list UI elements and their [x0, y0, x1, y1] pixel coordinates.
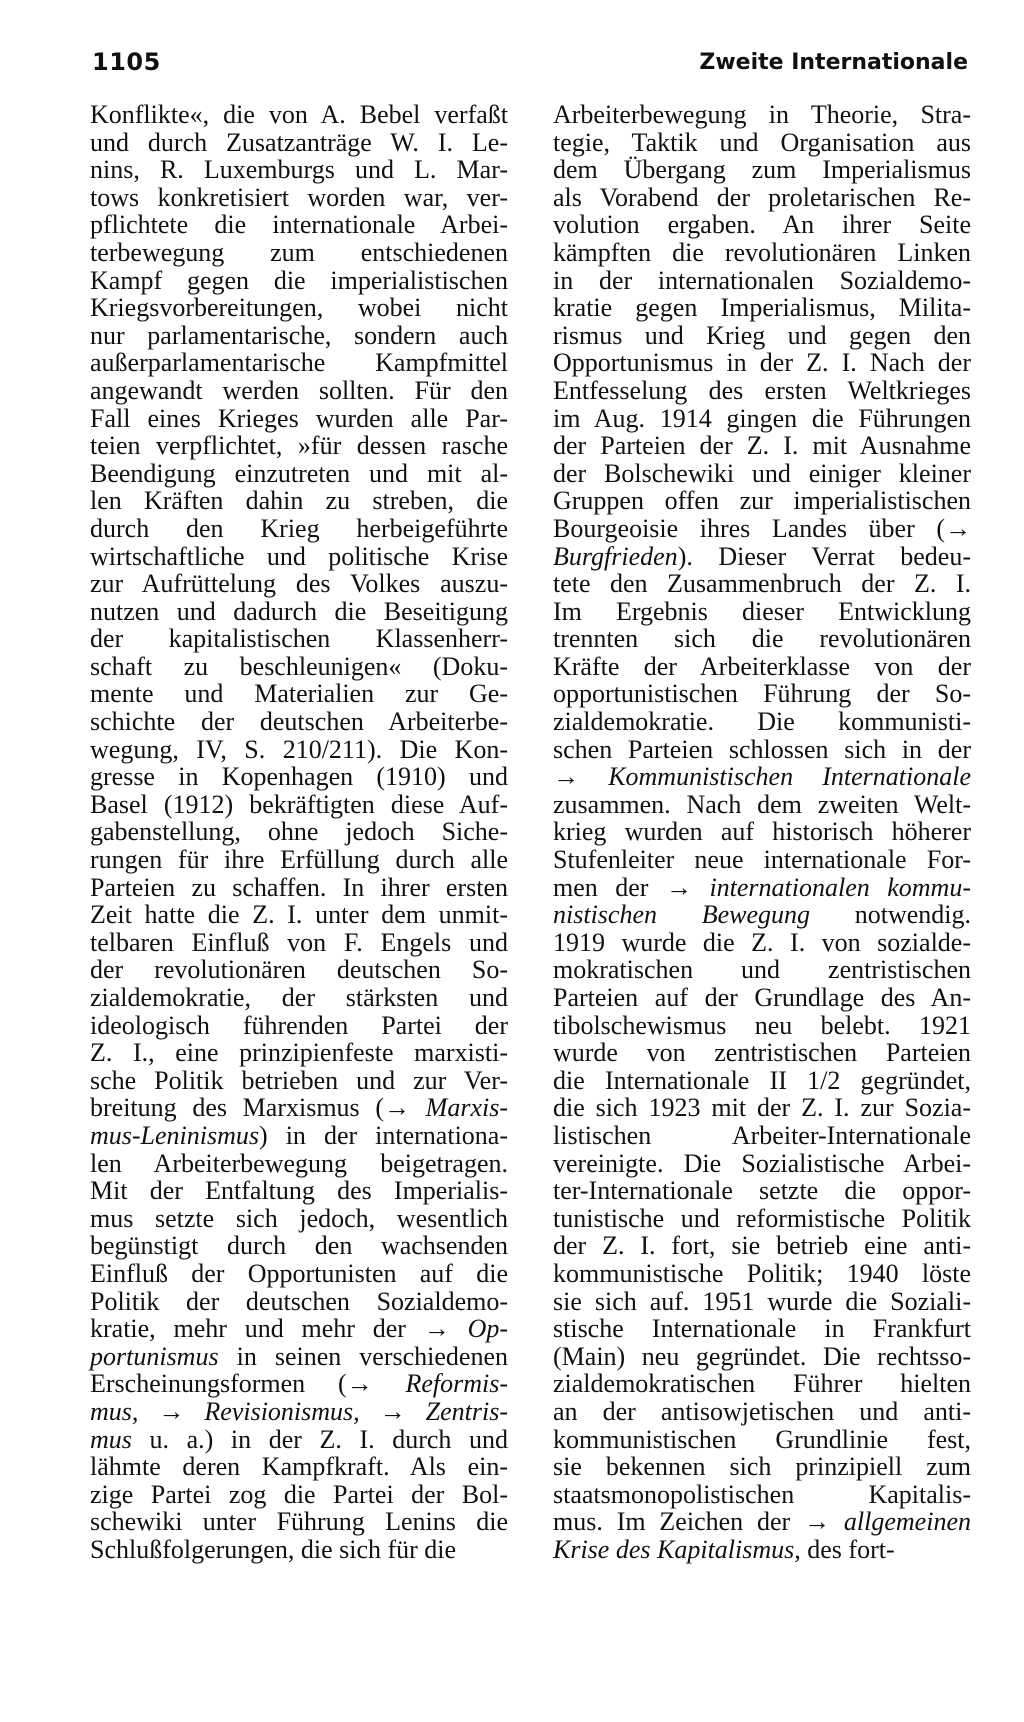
text-line: Basel (1912) bekräftigten diese Auf-: [90, 789, 508, 819]
text-line: Parteien auf der Grundlage des An-: [553, 983, 971, 1012]
text-line: len Kräften dahin zu streben, die: [90, 486, 508, 516]
text-line: Burgfrieden). Dieser Verrat bedeu-: [553, 541, 971, 571]
text-line: nins, R. Luxemburgs und L. Mar-: [90, 155, 508, 185]
text-line: Kriegsvorbereitungen, wobei nicht: [90, 293, 508, 323]
text-line: nur parlamentarische, sondern auch: [90, 320, 508, 350]
text-line: pflichtete die internationale Arbei-: [90, 210, 508, 240]
text-line: nutzen und dadurch die Beseitigung: [90, 596, 508, 626]
text-line: die sich 1923 mit der Z. I. zur Sozia-: [553, 1093, 971, 1123]
running-title: Zweite Internationale: [699, 50, 968, 75]
text-line: ter-Internationale setzte die oppor-: [553, 1176, 971, 1206]
text-line: kratie, mehr und mehr der → Op-: [90, 1314, 508, 1344]
text-line: terbewegung zum entschiedenen: [90, 237, 508, 267]
text-line: Bourgeoisie ihres Landes über (→: [553, 513, 971, 543]
text-line: zige Partei zog die Partei der Bol-: [90, 1479, 508, 1509]
text-line: Stufenleiter neue internationale For-: [553, 845, 971, 875]
text-line: volution ergaben. An ihrer Seite: [553, 210, 971, 240]
text-line: zialdemokratie, der stärksten und: [90, 983, 508, 1012]
text-line: zur Aufrüttelung des Volkes auszu-: [90, 569, 508, 599]
text-line: Mit der Entfaltung des Imperialis-: [90, 1176, 508, 1206]
text-line: zialdemokratie. Die kommunisti-: [553, 707, 971, 737]
text-line: tete den Zusammenbruch der Z. I.: [553, 569, 971, 599]
text-line: sie sich auf. 1951 wurde die Soziali-: [553, 1286, 971, 1316]
text-line: stische Internationale in Frankfurt: [553, 1314, 971, 1344]
text-line: Einfluß der Opportunisten auf die: [90, 1258, 508, 1288]
text-line: angewandt werden sollten. Für den: [90, 375, 508, 405]
text-line: schewiki unter Führung Lenins die: [90, 1507, 508, 1537]
text-line: an der antisowjetischen und anti-: [553, 1396, 971, 1426]
text-line: mus u. a.) in der Z. I. durch und: [90, 1424, 508, 1454]
text-line: kommunistische Politik; 1940 löste: [553, 1258, 971, 1288]
page-number: 1105: [92, 48, 161, 76]
text-line: begünstigt durch den wachsenden: [90, 1231, 508, 1261]
text-line: Parteien zu schaffen. In ihrer ersten: [90, 872, 508, 902]
text-line: tows konkretisiert worden war, ver-: [90, 182, 508, 212]
text-line: der revolutionären deutschen So-: [90, 955, 508, 985]
text-line: 1919 wurde die Z. I. von sozialde-: [553, 927, 971, 957]
text-line: Politik der deutschen Sozialdemo-: [90, 1286, 508, 1316]
text-line: schen Parteien schlossen sich in der: [553, 734, 971, 764]
text-line: sche Politik betrieben und zur Ver-: [90, 1065, 508, 1095]
text-line: vereinigte. Die Sozialistische Arbei-: [553, 1148, 971, 1178]
text-line: mus. Im Zeichen der → allgemeinen: [553, 1507, 971, 1537]
text-line: mokratischen und zentristischen: [553, 955, 971, 985]
text-line: Erscheinungsformen (→ Reformis-: [90, 1369, 508, 1399]
text-line: Konflikte«, die von A. Bebel verfaßt: [90, 100, 508, 129]
text-line: tegie, Taktik und Organisation aus: [553, 127, 971, 157]
text-line: mus setzte sich jedoch, wesentlich: [90, 1203, 508, 1233]
text-line: Gruppen offen zur imperialistischen: [553, 486, 971, 516]
text-line: teien verpflichtet, »für dessen rasche: [90, 431, 508, 461]
text-line: Schlußfolgerungen, die sich für die: [90, 1534, 457, 1564]
text-line: portunismus in seinen verschiedenen: [90, 1341, 508, 1371]
text-line: kämpften die revolutionären Linken: [553, 237, 971, 267]
text-line: schaft zu beschleunigen« (Doku-: [90, 651, 508, 681]
text-line: wegung, IV, S. 210/211). Die Kon-: [90, 734, 508, 764]
text-line: krieg wurden auf historisch höherer: [553, 817, 971, 847]
text-line: (Main) neu gegründet. Die rechtsso-: [553, 1341, 971, 1371]
text-line: mente und Materialien zur Ge-: [90, 679, 508, 709]
text-line: breitung des Marxismus (→ Marxis-: [90, 1093, 508, 1123]
text-line: Fall eines Krieges wurden alle Par-: [90, 403, 508, 433]
text-line: Entfesselung des ersten Weltkrieges: [553, 375, 971, 405]
text-line: mus-Leninismus) in der internationa-: [90, 1120, 508, 1150]
text-line: zusammen. Nach dem zweiten Welt-: [553, 789, 971, 819]
text-line: opportunistischen Führung der So-: [553, 679, 971, 709]
text-line: tunistische und reformistische Politik: [553, 1203, 971, 1233]
text-line: Krise des Kapitalismus, des fort-: [553, 1534, 895, 1564]
text-line: lähmte deren Kampfkraft. Als ein-: [90, 1452, 508, 1482]
text-line: len Arbeiterbewegung beigetragen.: [90, 1148, 508, 1178]
text-line: der Parteien der Z. I. mit Ausnahme: [553, 431, 971, 461]
text-line: gabenstellung, ohne jedoch Siche-: [90, 817, 508, 847]
text-line: ideologisch führenden Partei der: [90, 1010, 508, 1040]
text-line: schichte der deutschen Arbeiterbe-: [90, 707, 508, 737]
left-text-column: [90, 101, 508, 1563]
text-line: durch den Krieg herbeigeführte: [90, 513, 508, 543]
text-line: → Kommunistischen Internationale: [553, 762, 971, 792]
text-line: staatsmonopolistischen Kapitalis-: [553, 1479, 971, 1509]
text-line: als Vorabend der proletarischen Re-: [553, 182, 971, 212]
text-line: der kapitalistischen Klassenherr-: [90, 624, 508, 654]
text-line: dem Übergang zum Imperialismus: [553, 155, 971, 185]
text-line: Arbeiterbewegung in Theorie, Stra-: [553, 100, 971, 129]
text-line: der Z. I. fort, sie betrieb eine anti-: [553, 1231, 971, 1261]
text-line: der Bolschewiki und einiger kleiner: [553, 458, 971, 488]
right-text-column: [553, 101, 971, 1563]
text-line: Im Ergebnis dieser Entwicklung: [553, 596, 971, 626]
text-line: listischen Arbeiter-Internationale: [553, 1120, 971, 1150]
text-line: kratie gegen Imperialismus, Milita-: [553, 293, 971, 323]
text-line: Beendigung einzutreten und mit al-: [90, 458, 508, 488]
text-line: Z. I., eine prinzipienfeste marxisti-: [90, 1038, 508, 1068]
text-line: rungen für ihre Erfüllung durch alle: [90, 845, 508, 875]
text-line: tibolschewismus neu belebt. 1921: [553, 1010, 971, 1040]
text-line: men der → internationalen kommu-: [553, 872, 971, 902]
text-line: mus, → Revisionismus, → Zentris-: [90, 1396, 509, 1426]
text-line: zialdemokratischen Führer hielten: [553, 1369, 971, 1399]
text-line: gresse in Kopenhagen (1910) und: [90, 762, 508, 792]
text-line: in der internationalen Sozialdemo-: [553, 265, 971, 295]
text-line: Zeit hatte die Z. I. unter dem unmit-: [90, 900, 508, 930]
text-line: sie bekennen sich prinzipiell zum: [553, 1452, 971, 1482]
text-line: telbaren Einfluß von F. Engels und: [90, 927, 508, 957]
text-line: wirtschaftliche und politische Krise: [90, 541, 508, 571]
text-line: rismus und Krieg und gegen den: [553, 320, 971, 350]
text-line: und durch Zusatzanträge W. I. Le-: [90, 127, 508, 157]
text-line: kommunistischen Grundlinie fest,: [553, 1424, 971, 1454]
text-line: nistischen Bewegung notwendig.: [553, 900, 971, 930]
text-line: trennten sich die revolutionären: [553, 624, 971, 654]
text-line: Kräfte der Arbeiterklasse von der: [553, 651, 971, 681]
text-line: im Aug. 1914 gingen die Führungen: [553, 403, 971, 433]
text-line: die Internationale II 1/2 gegründet,: [553, 1065, 971, 1095]
text-line: Kampf gegen die imperialistischen: [90, 265, 508, 295]
text-line: Opportunismus in der Z. I. Nach der: [553, 348, 971, 378]
text-line: wurde von zentristischen Parteien: [553, 1038, 971, 1068]
text-line: außerparlamentarische Kampfmittel: [90, 348, 508, 378]
